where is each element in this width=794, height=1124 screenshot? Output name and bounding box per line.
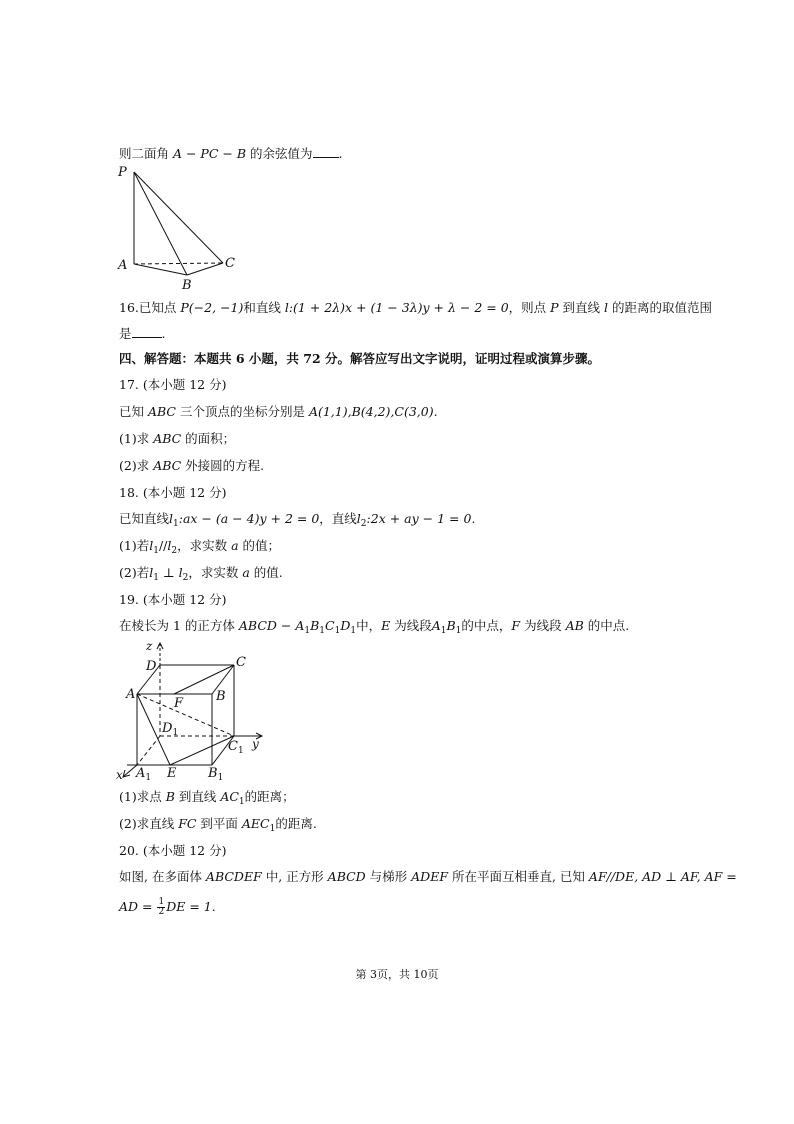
- subscript: 2: [360, 519, 367, 529]
- q19-stem: [119, 618, 629, 639]
- math-line-equation: l:(1 + 2λ)x + (1 − 3λ)y + λ − 2 = 0: [284, 300, 509, 315]
- math-var: F: [511, 618, 521, 633]
- text: 外接圆的方程.: [181, 458, 265, 473]
- text: 的距离；: [244, 789, 295, 804]
- q16-line2: [119, 325, 166, 342]
- segment-ec1: [170, 736, 234, 765]
- label-b: B: [216, 689, 226, 704]
- math-var: a: [231, 538, 239, 553]
- subscript: 1: [173, 519, 179, 529]
- math-var: ABCDEF: [205, 869, 262, 884]
- label-a: A: [126, 687, 136, 702]
- math-coordinates: A(1,1),B(4,2),C(3,0): [308, 404, 434, 419]
- math-symbol: //: [158, 538, 168, 553]
- math-var: B: [446, 618, 456, 633]
- label-d1: $D_1$: [162, 721, 179, 738]
- subscript: 1: [304, 626, 311, 636]
- edge-ac-dashed: [134, 263, 223, 264]
- math-expression: DE = 1.: [166, 899, 216, 914]
- q17-part2: [119, 458, 264, 474]
- q18-part2: [119, 565, 283, 586]
- label-b: B: [182, 278, 192, 293]
- q15-tail: [119, 145, 342, 162]
- q20-stem-cont: [119, 898, 216, 917]
- math-condition: AF//DE, AD ⊥ AF, AF =: [588, 869, 737, 884]
- math-var: l: [178, 565, 183, 580]
- math-var: a: [242, 565, 250, 580]
- text: 到直线: [558, 300, 605, 315]
- q18-part1: [119, 538, 280, 559]
- math-var: l: [356, 511, 361, 526]
- math-var: AB: [565, 618, 584, 633]
- math-triangle: ABC: [147, 404, 176, 419]
- q20-head: 20. (本小题 12 分): [119, 843, 227, 858]
- math-var: ABCD: [327, 869, 366, 884]
- math-triangle: ABC: [153, 431, 182, 446]
- math-var: AEC: [241, 816, 270, 831]
- math-equation: :ax − (a − 4)y + 2 = 0: [178, 511, 320, 526]
- math-var: P: [550, 300, 559, 315]
- subscript: 2: [171, 546, 178, 556]
- math-expression: A − PC − B: [172, 146, 247, 161]
- subscript: 2: [182, 573, 189, 583]
- math-var: A: [431, 618, 441, 633]
- label-b1: $B_1$: [208, 766, 224, 782]
- text: 的面积；: [181, 431, 236, 446]
- subscript: 1: [238, 797, 245, 807]
- text: 的中点.: [583, 618, 630, 633]
- text: 的值；: [238, 538, 281, 553]
- subscript: 1: [334, 626, 341, 636]
- label-c: C: [225, 256, 235, 271]
- math-var: l: [167, 538, 172, 553]
- subscript: 1: [269, 824, 276, 834]
- answer-blank[interactable]: [313, 145, 339, 158]
- label-p: P: [118, 165, 127, 180]
- text: 为线段: [390, 618, 432, 633]
- math-var: l: [604, 300, 609, 315]
- text: 所在平面互相垂直, 已知: [448, 869, 589, 884]
- text: 则二面角: [119, 146, 173, 161]
- math-var: D: [340, 618, 351, 633]
- subscript: 1: [350, 626, 357, 636]
- label-y: y: [252, 737, 259, 751]
- text: 三个顶点的坐标分别是: [176, 404, 309, 419]
- text: 已知点: [138, 300, 181, 315]
- text: 到直线: [174, 789, 221, 804]
- math-cube: ABCD − A: [238, 618, 305, 633]
- text: ，则点: [508, 300, 551, 315]
- math-symbol: ⊥: [158, 565, 179, 580]
- fraction: [157, 898, 165, 917]
- text: ，直线: [319, 511, 357, 526]
- edge-pb: [134, 172, 187, 275]
- q19-part2: [119, 816, 317, 837]
- math-point: P(−2, −1): [180, 300, 244, 315]
- math-var: E: [381, 618, 391, 633]
- text: 的值.: [249, 565, 283, 580]
- math-var: l: [169, 511, 174, 526]
- q19-head: 19. (本小题 12 分): [119, 592, 227, 607]
- label-a: A: [118, 258, 128, 273]
- text: .: [471, 511, 476, 526]
- subscript: 1: [455, 626, 462, 636]
- tetrahedron-figure: [112, 163, 252, 295]
- text: .: [433, 404, 438, 419]
- text: (2)若: [119, 565, 150, 580]
- text: 的余弦值为: [246, 146, 313, 161]
- q17-part1: [119, 431, 235, 447]
- section-heading: 四、解答题：本题共 6 小题，共 72 分。解答应写出文字说明，证明过程或演算步骤。: [119, 351, 601, 366]
- label-x: x: [116, 768, 123, 782]
- text: 中，: [356, 618, 382, 633]
- text: 到平面: [196, 816, 242, 831]
- math-var: AC: [220, 789, 239, 804]
- subscript: 1: [153, 546, 159, 556]
- edge-ab: [134, 264, 187, 275]
- q17-stem: [119, 404, 438, 420]
- q16-line1: [119, 300, 712, 316]
- text: 如图, 在多面体: [119, 869, 206, 884]
- q19-part1: [119, 789, 295, 810]
- page-footer: 第 3页，共 10页: [355, 968, 439, 981]
- label-f: F: [174, 696, 184, 711]
- text: 已知: [119, 404, 148, 419]
- math-expression: AD =: [119, 899, 157, 914]
- text: (1)求点: [119, 789, 166, 804]
- q20-stem: [119, 869, 737, 885]
- math-var: C: [325, 618, 335, 633]
- math-var: l: [149, 538, 154, 553]
- subscript: 1: [440, 626, 447, 636]
- text: 的中点，: [461, 618, 512, 633]
- text: 为线段: [520, 618, 566, 633]
- text: (2)求: [119, 458, 154, 473]
- answer-blank[interactable]: [132, 325, 162, 338]
- edge-d1-a1-dashed: [137, 736, 160, 765]
- text: (1)求: [119, 431, 154, 446]
- subscript: 1: [153, 573, 159, 583]
- math-var: B: [310, 618, 320, 633]
- text: (1)若: [119, 538, 150, 553]
- label-c1: $C_1$: [228, 739, 244, 756]
- cube-figure: [112, 640, 272, 782]
- text: 已知直线: [119, 511, 170, 526]
- label-e: E: [167, 766, 177, 781]
- edge-pc: [134, 172, 223, 263]
- label-d: D: [146, 659, 157, 674]
- math-triangle: ABC: [153, 458, 182, 473]
- text: 与梯形: [365, 869, 412, 884]
- math-var: ADEF: [411, 869, 449, 884]
- q18-head: 18. (本小题 12 分): [119, 485, 227, 500]
- text: 是: [119, 326, 132, 341]
- text: 在棱长为 1 的正方体: [119, 618, 239, 633]
- edge-bc: [187, 263, 223, 275]
- subscript: 1: [319, 626, 326, 636]
- fraction-numerator: 1: [158, 897, 165, 907]
- label-c: C: [236, 655, 246, 670]
- text: 的距离.: [275, 816, 317, 831]
- math-var: B: [165, 789, 175, 804]
- text: (2)求直线: [119, 816, 179, 831]
- text: .: [161, 326, 166, 341]
- text: ，求实数: [177, 538, 232, 553]
- label-a1: $A_1$: [136, 766, 152, 782]
- fraction-denominator: 2: [158, 907, 165, 917]
- text: ，求实数: [188, 565, 243, 580]
- label-z: z: [146, 640, 153, 653]
- math-var: l: [149, 565, 154, 580]
- question-number: 16.: [119, 300, 139, 315]
- text: 的距离的取值范围: [608, 300, 713, 315]
- q17-head: 17. (本小题 12 分): [119, 377, 227, 392]
- math-equation: :2x + ay − 1 = 0: [366, 511, 472, 526]
- text: 中, 正方形: [261, 869, 328, 884]
- q18-stem: [119, 511, 475, 532]
- text: 和直线: [243, 300, 285, 315]
- text: .: [338, 146, 343, 161]
- math-var: FC: [178, 816, 197, 831]
